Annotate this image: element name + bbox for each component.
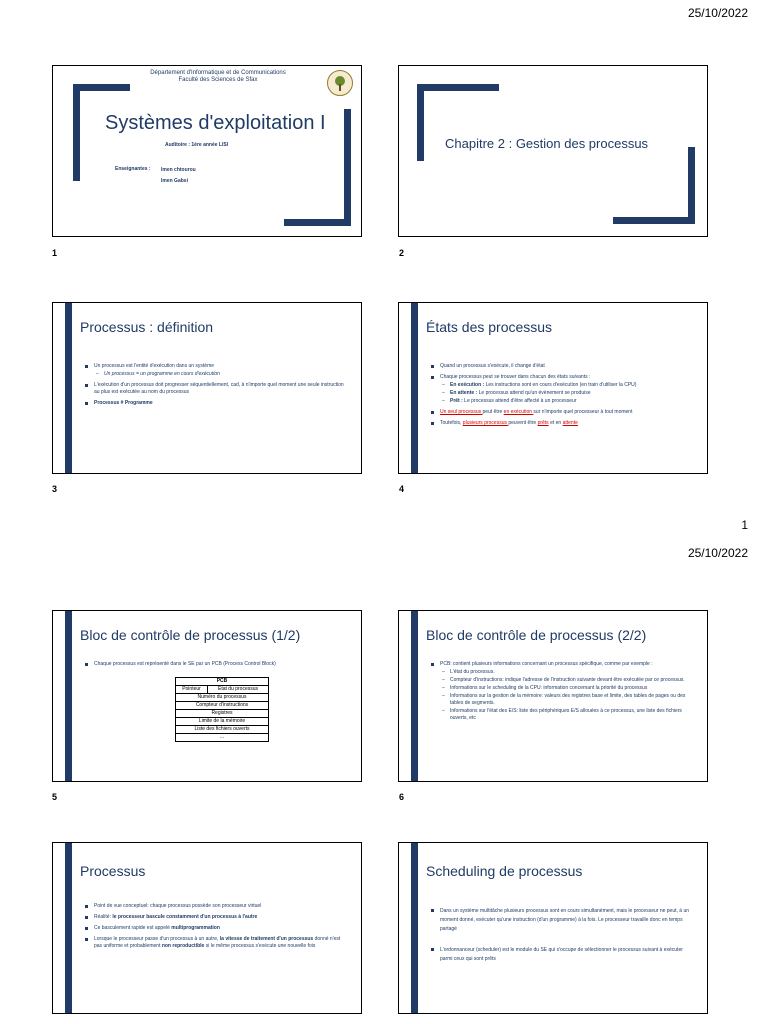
sub-item: – Compteur d'instructions: indique l'adresse de l'instruction suivante devant être exécutée par ce processus.	[440, 677, 695, 684]
sub-item: – Prêt : Le processus attend d'être affecté à un processeur	[440, 398, 695, 405]
bullet-item: Processus # Programme	[85, 400, 349, 407]
bullet-item: PCB: contient plusieurs informations concernant un processus spécifique, comme par exemple : – L'état du processus. – Compteur d'instructions: indique l'adresse de l'instruction suivante devant être exécutée par ce processus. – Informations sur le scheduling de la CPU: information concernant la priorité du processus – Informations sur la gestion de la mémoire: valeurs des registres base et limite, des tables de pages ou des tables de segments. – Informations sur l'état des E/S: liste des périphériques E/S allouées à ce processus, une liste des fichiers ouverts, etc	[431, 661, 695, 722]
pcb-cell: Liste des fichiers ouverts	[176, 726, 269, 734]
pcb-cell: État du processus	[208, 686, 269, 694]
bullet-item: L'ordonnanceur (scheduler) est le module du SE qui s'occupe de sélectionner le processus suivant à exécuter parmi ceux qui sont prêts	[431, 946, 695, 964]
department-line: Département d'Informatique et de Communications	[150, 70, 286, 76]
slide-title: Scheduling de processus	[426, 863, 583, 879]
slide-3	[52, 302, 362, 474]
university-logo	[327, 70, 353, 96]
pcb-header: PCB	[176, 678, 269, 686]
bullet-item: Un processus est l'entité d'exécution dans un système – Un processus = un programme en cours d'exécution	[85, 363, 349, 378]
bullet-item: Lorsque le processeur passe d'un processus à un autre, la vitesse de traitement d'un processus donné n'est pas uniforme et probablement non reproductible si le même processus s'exécute une nouvelle fois	[85, 936, 349, 950]
slide-6	[398, 610, 708, 782]
bullet-item: Toutefois, plusieurs processus peuvent être prêts et en attente	[431, 420, 695, 427]
sub-item: – Informations sur le scheduling de la CPU: information concernant la priorité du processus	[440, 685, 695, 692]
slide-number: 3	[52, 484, 58, 494]
slide-number: 6	[399, 792, 405, 802]
pcb-cell: Compteur d'instructions	[176, 702, 269, 710]
teacher-name: Imen chtourou	[161, 167, 196, 173]
sub-item: – Un processus = un programme en cours d'exécution	[94, 371, 349, 378]
pcb-table	[175, 677, 269, 742]
sub-item: – Informations sur l'état des E/S: liste des périphériques E/S allouées à ce processus, une liste des fichiers ouverts, etc	[440, 708, 695, 722]
pcb-cell: Registres	[176, 710, 269, 718]
bullet-item: Un seul processus peut être en exécution sur n'importe quel processeur à tout moment	[431, 409, 695, 416]
teacher-name: Imen Gabsi	[161, 178, 188, 184]
bullet-item: Dans un système multitâche plusieurs processus sont en cours simultanément, mais le processeur ne peut, à un moment donné, exécuter qu'une instruction (d'un programme) à la fois. Le processeur travaille donc en temps partagé	[431, 907, 695, 934]
teachers-label: Enseignantes :	[115, 166, 151, 172]
slide-1	[52, 65, 362, 237]
side-bar	[411, 303, 418, 473]
sub-item: – L'état du processus.	[440, 669, 695, 676]
sub-item: – En exécution : Les instructions sont en cours d'exécution (en train d'utiliser la CPU)	[440, 382, 695, 389]
bullet-item: Chaque processus est représenté dans le SE par un PCB (Process Control Block)	[85, 661, 349, 668]
pcb-cell: …	[176, 734, 269, 742]
side-bar	[411, 843, 418, 1013]
slide-title: Chapitre 2 : Gestion des processus	[445, 136, 649, 151]
slide-2	[398, 65, 708, 237]
slide-5	[52, 610, 362, 782]
slide-title: Processus : définition	[80, 319, 214, 335]
pcb-cell: Numéro du processus	[176, 694, 269, 702]
sub-item: – En attente : Le processus attend qu'un évènement se produise	[440, 390, 695, 397]
slide-number: 5	[52, 792, 58, 802]
pcb-cell: Limite de la mémoire	[176, 718, 269, 726]
pcb-cell: Pointeur	[176, 686, 208, 694]
bullet-item: Chaque processus peut se trouver dans chacun des états suivants : – En exécution : Les instructions sont en cours d'exécution (en train d'utiliser la CPU) – En attente : Le processus attend qu'un évènement se produise – Prêt : Le processus attend d'être affecté à un processeur	[431, 374, 695, 405]
slide-4	[398, 302, 708, 474]
slide-title: Bloc de contrôle de processus (2/2)	[426, 627, 647, 643]
slide-number: 1	[52, 248, 58, 258]
sub-item: – Informations sur la gestion de la mémoire: valeurs des registres base et limite, des tables de pages ou des tables de segments.	[440, 693, 695, 707]
side-bar	[65, 303, 72, 473]
bullet-item: L'exécution d'un processus doit progresser séquentiellement, cad, à n'importe quel moment une seule instruction au plus est exécutée au nom du processus	[85, 382, 349, 396]
page-date: 25/10/2022	[687, 546, 748, 560]
slide-title: États des processus	[426, 319, 553, 335]
faculty-line: Faculté des Sciences de Sfax	[178, 77, 258, 83]
slide-title: Processus	[80, 863, 146, 879]
slide-title: Bloc de contrôle de processus (1/2)	[80, 627, 301, 643]
slide-8	[398, 842, 708, 1014]
page-number: 1	[741, 518, 748, 532]
side-bar	[65, 843, 72, 1013]
decorative-bracket	[613, 147, 695, 224]
bullet-item: Quand un processus s'exécute, il change d'état	[431, 363, 695, 370]
slide-number: 2	[399, 248, 405, 258]
slide-number: 4	[399, 484, 405, 494]
bullet-item: Point de vue conceptuel: chaque processus possède son processeur virtuel	[85, 903, 349, 910]
auditoire-line: Auditoire : 1ère année LISI	[165, 142, 229, 148]
page-date: 25/10/2022	[687, 6, 748, 20]
bullet-item: Ce basculement rapide est appelé multiprogrammation	[85, 925, 349, 932]
bullet-item: Réalité: le processeur bascule constamment d'un processus à l'autre	[85, 914, 349, 921]
slide-title: Systèmes d'exploitation I	[105, 112, 326, 134]
slide-7	[52, 842, 362, 1014]
side-bar	[65, 611, 72, 781]
side-bar	[411, 611, 418, 781]
